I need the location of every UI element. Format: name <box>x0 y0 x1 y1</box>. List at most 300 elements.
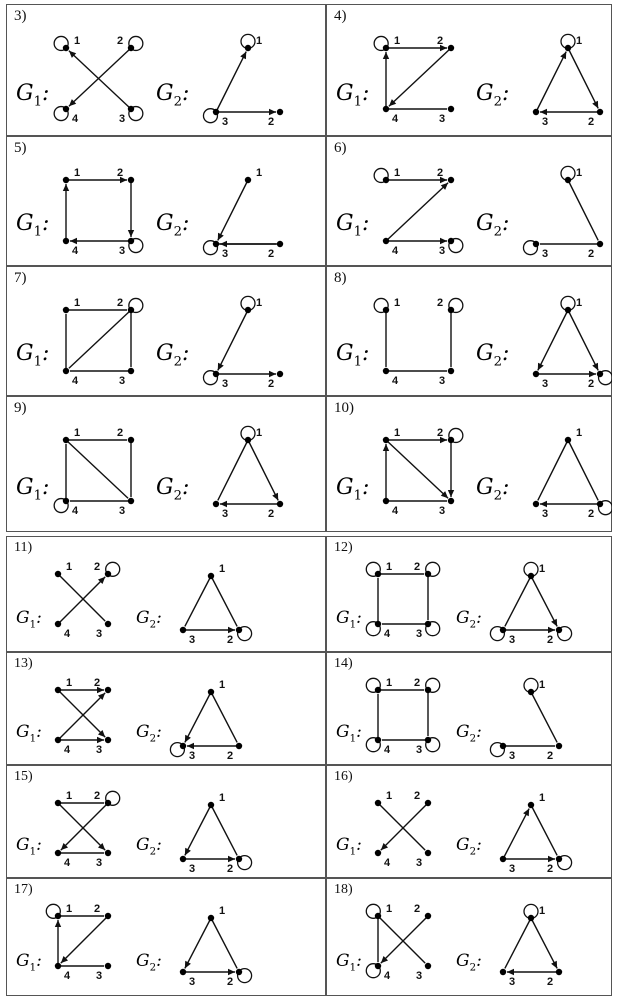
g2-vertex-label-1: 1 <box>219 563 226 575</box>
g1-vertex-4 <box>63 106 69 112</box>
g2-label-subscript: 2 <box>493 488 502 504</box>
g2-edge-3-1 <box>216 52 246 112</box>
g2-edge-1-3 <box>505 576 531 626</box>
g1-vertex-1 <box>383 45 389 51</box>
exercise-cell-7 <box>6 266 326 396</box>
g2-label-letter: G <box>456 951 470 972</box>
g2-arrowhead-3-2 <box>589 371 596 377</box>
graphs-svg-3 <box>6 4 326 136</box>
g2-label-letter: G <box>136 607 150 628</box>
g1-arrowhead-4-1 <box>63 184 69 191</box>
g2-label-letter: G <box>476 80 494 106</box>
g1-arrowhead-4-1 <box>55 920 61 927</box>
g2-edge-1-3 <box>538 310 568 370</box>
g1-label <box>336 835 362 857</box>
g2-edge-1-2 <box>531 692 557 742</box>
g1-vertex-1 <box>63 177 69 183</box>
g2-label-subscript: 2 <box>149 619 157 631</box>
g1-label-subscript: 1 <box>349 962 357 974</box>
g1-vertex-4 <box>55 621 61 627</box>
g2-label <box>456 951 482 973</box>
g1-label <box>336 951 362 973</box>
g1-edge-1-3 <box>386 440 448 498</box>
g1-edge-1-3 <box>378 916 425 963</box>
graphs-svg-17 <box>6 878 326 996</box>
g2-label-subscript: 2 <box>173 354 182 370</box>
g1-vertex-1 <box>55 800 61 806</box>
g1-vertex-label-3: 3 <box>96 857 103 869</box>
g2-vertex-label-3: 3 <box>189 976 196 988</box>
g2-arrowhead-2-3 <box>540 109 547 115</box>
g1-vertex-4 <box>63 498 69 504</box>
g2-vertex-2 <box>236 743 242 749</box>
exercise-number: 6) <box>334 140 347 156</box>
g2-vertex-3 <box>500 627 506 633</box>
g1-edge-2-4 <box>381 916 428 963</box>
g2-vertex-label-1: 1 <box>576 427 583 439</box>
g1-vertex-3 <box>448 368 454 374</box>
g2-label <box>136 722 162 744</box>
g2-vertex-1 <box>528 915 534 921</box>
g2-vertex-label-2: 2 <box>547 863 554 875</box>
g1-vertex-4 <box>383 238 389 244</box>
g1-label <box>16 835 42 857</box>
g1-label-subscript: 1 <box>349 733 357 745</box>
g2-arrowhead-3-2 <box>269 371 276 377</box>
g2-vertex-label-1: 1 <box>219 679 226 691</box>
g1-edge-1-3 <box>58 574 105 621</box>
cell-border <box>7 879 326 996</box>
g2-edge-1-3 <box>185 805 211 855</box>
g1-vertex-label-2: 2 <box>117 427 124 439</box>
g1-vertex-3 <box>105 963 111 969</box>
g1-label <box>336 608 362 630</box>
g2-vertex-label-2: 2 <box>227 976 234 988</box>
g2-edge-1-2 <box>568 48 598 108</box>
g2-vertex-label-1: 1 <box>539 792 546 804</box>
g1-vertex-label-4: 4 <box>64 857 71 869</box>
g1-vertex-1 <box>375 571 381 577</box>
g2-arrowhead-3-2 <box>228 856 235 862</box>
g1-vertex-label-4: 4 <box>72 375 79 387</box>
graphs-svg-8 <box>326 266 612 396</box>
g2-vertex-label-2: 2 <box>588 508 595 520</box>
exercise-cell-8 <box>326 266 612 396</box>
cell-border <box>327 5 612 136</box>
g2-label-colon: : <box>156 607 162 628</box>
g1-vertex-2 <box>105 571 111 577</box>
g2-vertex-label-1: 1 <box>219 792 226 804</box>
g1-label-letter: G <box>16 80 34 106</box>
g1-vertex-4 <box>383 106 389 112</box>
g1-vertex-3 <box>425 621 431 627</box>
g2-vertex-3 <box>533 501 539 507</box>
g2-edge-1-2 <box>211 805 237 855</box>
g2-vertex-label-3: 3 <box>509 976 516 988</box>
g1-vertex-label-1: 1 <box>386 677 393 689</box>
graphs-svg-15 <box>6 765 326 878</box>
g2-vertex-2 <box>556 627 562 633</box>
g1-vertex-label-4: 4 <box>384 970 391 982</box>
g1-label <box>336 722 362 744</box>
g1-edge-2-4 <box>69 310 131 368</box>
g2-edge-3-1 <box>536 52 566 112</box>
g2-edge-1-3 <box>218 180 248 240</box>
graphs-svg-6 <box>326 136 612 266</box>
g2-label <box>136 608 162 630</box>
g1-vertex-label-2: 2 <box>94 561 101 573</box>
g1-vertex-label-1: 1 <box>394 297 401 309</box>
g1-label-letter: G <box>336 951 350 972</box>
g2-vertex-label-1: 1 <box>256 297 263 309</box>
g1-label-colon: : <box>36 835 42 856</box>
g2-vertex-label-1: 1 <box>576 35 583 47</box>
g1-vertex-label-2: 2 <box>94 903 101 915</box>
g2-label-subscript: 2 <box>469 619 477 631</box>
g1-label-colon: : <box>356 722 362 743</box>
g2-vertex-label-2: 2 <box>588 248 595 260</box>
g2-vertex-1 <box>565 437 571 443</box>
g1-vertex-label-2: 2 <box>117 35 124 47</box>
g1-vertex-2 <box>425 800 431 806</box>
g1-vertex-label-3: 3 <box>119 245 126 257</box>
g1-vertex-1 <box>55 687 61 693</box>
g1-vertex-label-3: 3 <box>119 375 126 387</box>
exercise-number: 18) <box>334 882 353 897</box>
g1-label-letter: G <box>16 607 30 628</box>
g1-vertex-2 <box>105 913 111 919</box>
g1-label-letter: G <box>16 474 34 500</box>
graphs-svg-12 <box>326 536 612 652</box>
g1-label-letter: G <box>336 474 354 500</box>
cell-border <box>327 653 612 765</box>
exercise-cell-12 <box>326 536 612 652</box>
g2-vertex-3 <box>180 743 186 749</box>
g1-edge-1-3 <box>66 440 128 498</box>
g2-vertex-3 <box>533 109 539 115</box>
g2-label <box>156 211 189 239</box>
g2-vertex-2 <box>236 627 242 633</box>
g1-vertex-label-2: 2 <box>437 427 444 439</box>
g2-label-letter: G <box>476 211 494 237</box>
g2-vertex-2 <box>236 969 242 975</box>
g1-label-letter: G <box>336 607 350 628</box>
g1-vertex-4 <box>383 498 389 504</box>
g1-vertex-label-3: 3 <box>439 113 446 125</box>
g2-label <box>156 341 189 369</box>
g2-vertex-3 <box>213 371 219 377</box>
g2-arrowhead-3-2 <box>228 969 235 975</box>
g2-vertex-label-3: 3 <box>509 863 516 875</box>
cell-border <box>7 537 326 652</box>
g2-vertex-3 <box>500 969 506 975</box>
g2-label-colon: : <box>501 341 510 367</box>
g2-edge-1-3 <box>218 310 248 370</box>
g2-vertex-2 <box>277 501 283 507</box>
cell-border <box>327 137 612 266</box>
g1-vertex-label-2: 2 <box>414 677 421 689</box>
g2-vertex-label-3: 3 <box>542 116 549 128</box>
g2-label <box>156 475 189 503</box>
g1-vertex-4 <box>63 368 69 374</box>
g1-arrowhead-3-4 <box>70 238 77 244</box>
g2-vertex-label-2: 2 <box>547 634 554 646</box>
g2-label <box>456 835 482 857</box>
g2-label-subscript: 2 <box>173 488 182 504</box>
g1-label <box>336 211 369 239</box>
g2-arrowhead-2-3 <box>220 501 227 507</box>
g1-vertex-4 <box>383 368 389 374</box>
g2-vertex-label-3: 3 <box>542 248 549 260</box>
g1-label-letter: G <box>16 835 30 856</box>
g2-arrowhead-2-3 <box>187 743 194 749</box>
g1-arrowhead-2-3 <box>128 230 134 237</box>
g1-label-subscript: 1 <box>349 619 357 631</box>
exercise-number: 4) <box>334 8 347 24</box>
g1-edge-4-2 <box>386 183 448 241</box>
g1-vertex-label-2: 2 <box>414 903 421 915</box>
g2-label-letter: G <box>476 474 494 500</box>
exercise-cell-14 <box>326 652 612 765</box>
g2-label-colon: : <box>181 341 190 367</box>
graphs-svg-7 <box>6 266 326 396</box>
g2-edge-1-2 <box>248 440 278 500</box>
exercise-number: 13) <box>14 656 33 671</box>
g2-vertex-label-2: 2 <box>227 634 234 646</box>
g1-arrowhead-2-3 <box>448 490 454 497</box>
g2-vertex-label-2: 2 <box>268 508 275 520</box>
g2-vertex-2 <box>277 109 283 115</box>
g2-vertex-label-1: 1 <box>256 167 263 179</box>
g1-label-subscript: 1 <box>33 224 42 240</box>
g2-vertex-2 <box>597 241 603 247</box>
g1-arrowhead-4-3 <box>97 737 104 743</box>
g1-vertex-1 <box>383 177 389 183</box>
g2-vertex-label-2: 2 <box>268 248 275 260</box>
g1-vertex-4 <box>375 621 381 627</box>
g2-label-colon: : <box>181 211 190 237</box>
g1-vertex-2 <box>448 177 454 183</box>
g1-label-letter: G <box>16 211 34 237</box>
g2-label-letter: G <box>136 951 150 972</box>
graphs-svg-13 <box>6 652 326 765</box>
g1-vertex-label-2: 2 <box>94 677 101 689</box>
g1-vertex-3 <box>128 368 134 374</box>
g1-vertex-label-3: 3 <box>119 113 126 125</box>
g1-label <box>16 341 49 369</box>
g1-label <box>336 81 369 109</box>
g2-label-colon: : <box>476 722 482 743</box>
g1-vertex-label-4: 4 <box>384 744 391 756</box>
g1-arrowhead-4-1 <box>383 52 389 59</box>
g2-vertex-label-3: 3 <box>222 248 229 260</box>
g1-vertex-label-4: 4 <box>384 857 391 869</box>
g2-label-colon: : <box>501 474 510 500</box>
g1-label <box>16 951 42 973</box>
g2-label-colon: : <box>156 722 162 743</box>
g2-edge-1-2 <box>211 918 237 968</box>
g2-vertex-1 <box>208 573 214 579</box>
g1-vertex-label-4: 4 <box>72 505 79 517</box>
g2-vertex-label-1: 1 <box>256 427 263 439</box>
g1-vertex-label-1: 1 <box>394 35 401 47</box>
g2-vertex-1 <box>245 437 251 443</box>
exercise-cell-5 <box>6 136 326 266</box>
g2-label <box>476 341 509 369</box>
exercise-number: 9) <box>14 400 27 416</box>
g2-vertex-1 <box>565 177 571 183</box>
g2-vertex-label-3: 3 <box>542 378 549 390</box>
g1-vertex-3 <box>448 498 454 504</box>
g1-label-colon: : <box>36 951 42 972</box>
g2-vertex-label-2: 2 <box>547 750 554 762</box>
exercise-number: 11) <box>14 540 33 555</box>
g2-vertex-3 <box>500 743 506 749</box>
g1-edge-2-4 <box>389 48 451 106</box>
g2-label-colon: : <box>156 951 162 972</box>
g2-label-subscript: 2 <box>173 224 182 240</box>
exercise-cell-18 <box>326 878 612 996</box>
g1-vertex-2 <box>448 45 454 51</box>
g1-label-subscript: 1 <box>353 354 362 370</box>
g1-vertex-3 <box>105 737 111 743</box>
g2-arrowhead-3-2 <box>228 627 235 633</box>
g2-label-colon: : <box>476 951 482 972</box>
exercise-cell-17 <box>6 878 326 996</box>
g2-vertex-1 <box>208 802 214 808</box>
graphs-svg-16 <box>326 765 612 878</box>
g2-vertex-label-3: 3 <box>509 750 516 762</box>
g1-label-subscript: 1 <box>29 962 37 974</box>
g1-edge-4-2 <box>58 577 105 624</box>
g2-edge-1-2 <box>531 805 557 855</box>
g1-vertex-3 <box>128 498 134 504</box>
g1-label <box>16 608 42 630</box>
g1-vertex-label-3: 3 <box>416 628 423 640</box>
g1-vertex-label-3: 3 <box>439 505 446 517</box>
exercise-cell-9 <box>6 396 326 532</box>
g1-vertex-2 <box>105 687 111 693</box>
graphs-svg-18 <box>326 878 612 996</box>
g1-label-colon: : <box>356 607 362 628</box>
g2-vertex-label-2: 2 <box>268 116 275 128</box>
g2-label-letter: G <box>456 607 470 628</box>
exercise-number: 7) <box>14 270 27 286</box>
g2-arrowhead-3-2 <box>548 856 555 862</box>
g2-vertex-label-1: 1 <box>256 35 263 47</box>
g2-vertex-label-2: 2 <box>588 378 595 390</box>
g2-label-subscript: 2 <box>493 224 502 240</box>
g1-edge-4-2 <box>58 693 105 740</box>
g2-vertex-3 <box>213 109 219 115</box>
g1-vertex-label-2: 2 <box>437 167 444 179</box>
g1-vertex-4 <box>375 963 381 969</box>
g2-label-subscript: 2 <box>469 846 477 858</box>
g2-arrowhead-3-2 <box>269 109 276 115</box>
g1-vertex-label-1: 1 <box>66 903 73 915</box>
g2-vertex-1 <box>565 307 571 313</box>
g2-vertex-label-1: 1 <box>539 679 546 691</box>
g2-vertex-label-3: 3 <box>189 750 196 762</box>
g1-edge-3-1 <box>69 51 131 109</box>
g1-label-colon: : <box>361 211 370 237</box>
g2-vertex-3 <box>500 856 506 862</box>
g2-vertex-label-1: 1 <box>219 905 226 917</box>
g1-vertex-label-3: 3 <box>439 375 446 387</box>
g1-vertex-2 <box>128 307 134 313</box>
exercise-number: 5) <box>14 140 27 156</box>
exercise-cell-15 <box>6 765 326 878</box>
g1-label-subscript: 1 <box>353 488 362 504</box>
g2-label-colon: : <box>501 211 510 237</box>
g1-label-colon: : <box>356 835 362 856</box>
exercise-cell-13 <box>6 652 326 765</box>
g2-vertex-2 <box>597 371 603 377</box>
graphs-svg-10 <box>326 396 612 532</box>
g1-vertex-label-2: 2 <box>414 790 421 802</box>
g2-label <box>136 951 162 973</box>
g1-vertex-4 <box>55 963 61 969</box>
g2-vertex-label-3: 3 <box>542 508 549 520</box>
g2-label-letter: G <box>136 835 150 856</box>
g2-label-subscript: 2 <box>493 93 502 109</box>
g1-label-colon: : <box>36 607 42 628</box>
g2-label-subscript: 2 <box>173 93 182 109</box>
g1-edge-1-3 <box>58 803 105 850</box>
g1-label-letter: G <box>336 211 354 237</box>
g1-vertex-label-1: 1 <box>66 561 73 573</box>
g1-vertex-label-3: 3 <box>416 744 423 756</box>
g2-label-colon: : <box>476 835 482 856</box>
cell-border <box>327 267 612 396</box>
g1-vertex-2 <box>105 800 111 806</box>
exercise-number: 16) <box>334 769 353 784</box>
g2-label-subscript: 2 <box>149 962 157 974</box>
g1-edge-2-4 <box>61 803 108 850</box>
cell-border <box>7 766 326 878</box>
g2-vertex-label-3: 3 <box>222 116 229 128</box>
g2-vertex-2 <box>597 109 603 115</box>
g1-label-subscript: 1 <box>353 224 362 240</box>
g1-label-letter: G <box>336 341 354 367</box>
g1-vertex-label-1: 1 <box>74 297 81 309</box>
g2-vertex-3 <box>533 371 539 377</box>
graphs-svg-4 <box>326 4 612 136</box>
g1-vertex-label-1: 1 <box>74 427 81 439</box>
exercise-cell-4 <box>326 4 612 136</box>
g2-edge-1-3 <box>185 692 211 742</box>
exercise-number: 17) <box>14 882 33 897</box>
g1-arrowhead-4-1 <box>383 444 389 451</box>
g1-vertex-label-4: 4 <box>392 375 399 387</box>
g1-label-colon: : <box>356 951 362 972</box>
g2-label-colon: : <box>181 80 190 106</box>
g2-vertex-1 <box>528 689 534 695</box>
exercise-cell-6 <box>326 136 612 266</box>
g2-vertex-2 <box>597 501 603 507</box>
g1-vertex-label-4: 4 <box>392 113 399 125</box>
g1-vertex-3 <box>105 850 111 856</box>
g1-edge-2-4 <box>61 916 108 963</box>
g1-label-subscript: 1 <box>349 846 357 858</box>
exercise-number: 3) <box>14 8 27 24</box>
g1-vertex-3 <box>448 238 454 244</box>
g1-arrowhead-4-3 <box>440 238 447 244</box>
g1-vertex-label-3: 3 <box>96 744 103 756</box>
g2-arrowhead-3-2 <box>548 627 555 633</box>
g2-vertex-label-3: 3 <box>189 634 196 646</box>
g1-label-colon: : <box>36 722 42 743</box>
